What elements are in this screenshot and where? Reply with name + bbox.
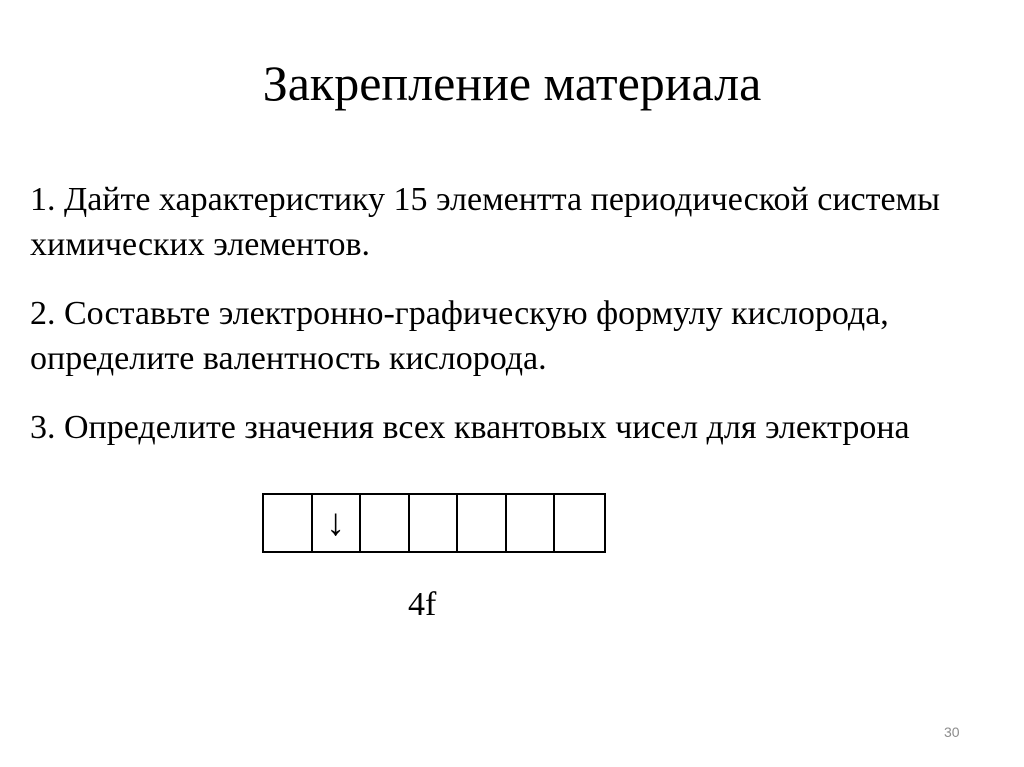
orbital-diagram-4f [262,493,606,553]
page-number: 30 [944,724,960,740]
sublevel-label: 4f [408,586,437,623]
orbital-cell-7 [555,495,604,551]
orbital-cell-6 [507,495,556,551]
orbital-cell-4 [410,495,459,551]
orbital-cell-2: ↓ [313,495,362,551]
task-1-text: 1. Дайте характеристику 15 элементта периодической системы химических элементов. [30,181,940,263]
orbital-cell-3 [361,495,410,551]
task-2-text: 2. Составьте электронно-графическую формулу кислорода, определите валентность кислорода. [30,295,889,377]
slide-title: Закрепление материала [262,55,762,111]
orbital-cell-5 [458,495,507,551]
task-3-text: 3. Определите значения всех квантовых чисел для электрона [30,409,910,446]
orbital-cell-1 [264,495,313,551]
